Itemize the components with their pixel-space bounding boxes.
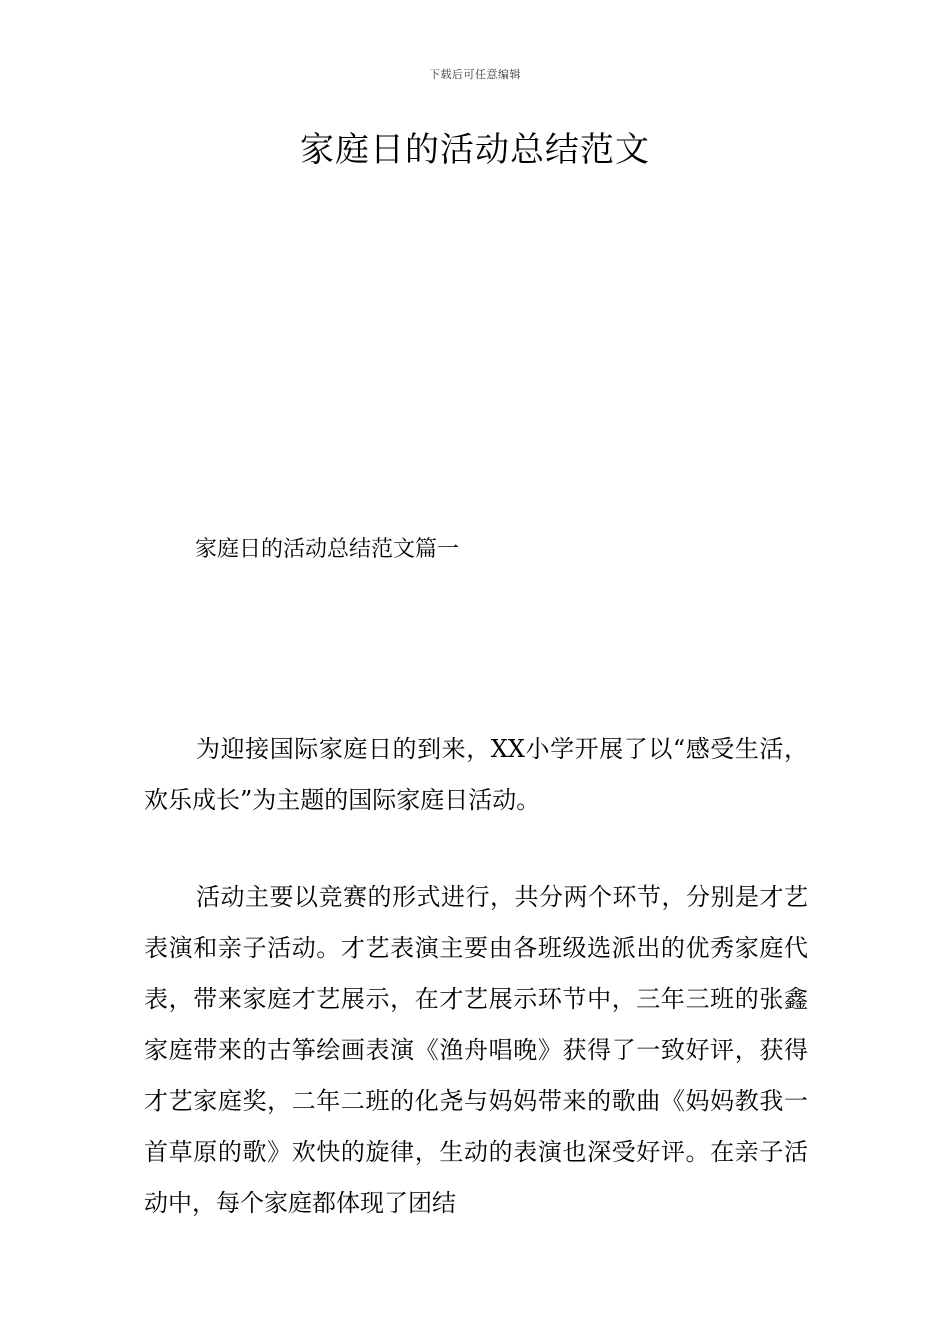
document-title: 家庭日的活动总结范文 [300, 130, 650, 170]
paragraph-activities: 活动主要以竞赛的形式进行，共分两个环节，分别是才艺表演和亲子活动。才艺表演主要由各班级选派出的优秀家庭代表，带来家庭才艺展示，在才艺展示环节中，三年三班的张鑫家庭带来的古筝绘画表演《渔舟唱晚》获得了一致好评，获得才艺家庭奖，二年二班的化尧与妈妈带来的歌曲《妈妈教我一首草原的歌》欢快的旋律，生动的表演也深受好评。在亲子活动中，每个家庭都体现了团结 [144, 883, 808, 1217]
section-heading: 家庭日的活动总结范文篇一 [195, 537, 460, 562]
header-note: 下载后可任意编辑 [429, 68, 521, 81]
paragraph-intro: 为迎接国际家庭日的到来，XX小学开展了以“感受生活，欢乐成长”为主题的国际家庭日活动。 [144, 735, 808, 814]
